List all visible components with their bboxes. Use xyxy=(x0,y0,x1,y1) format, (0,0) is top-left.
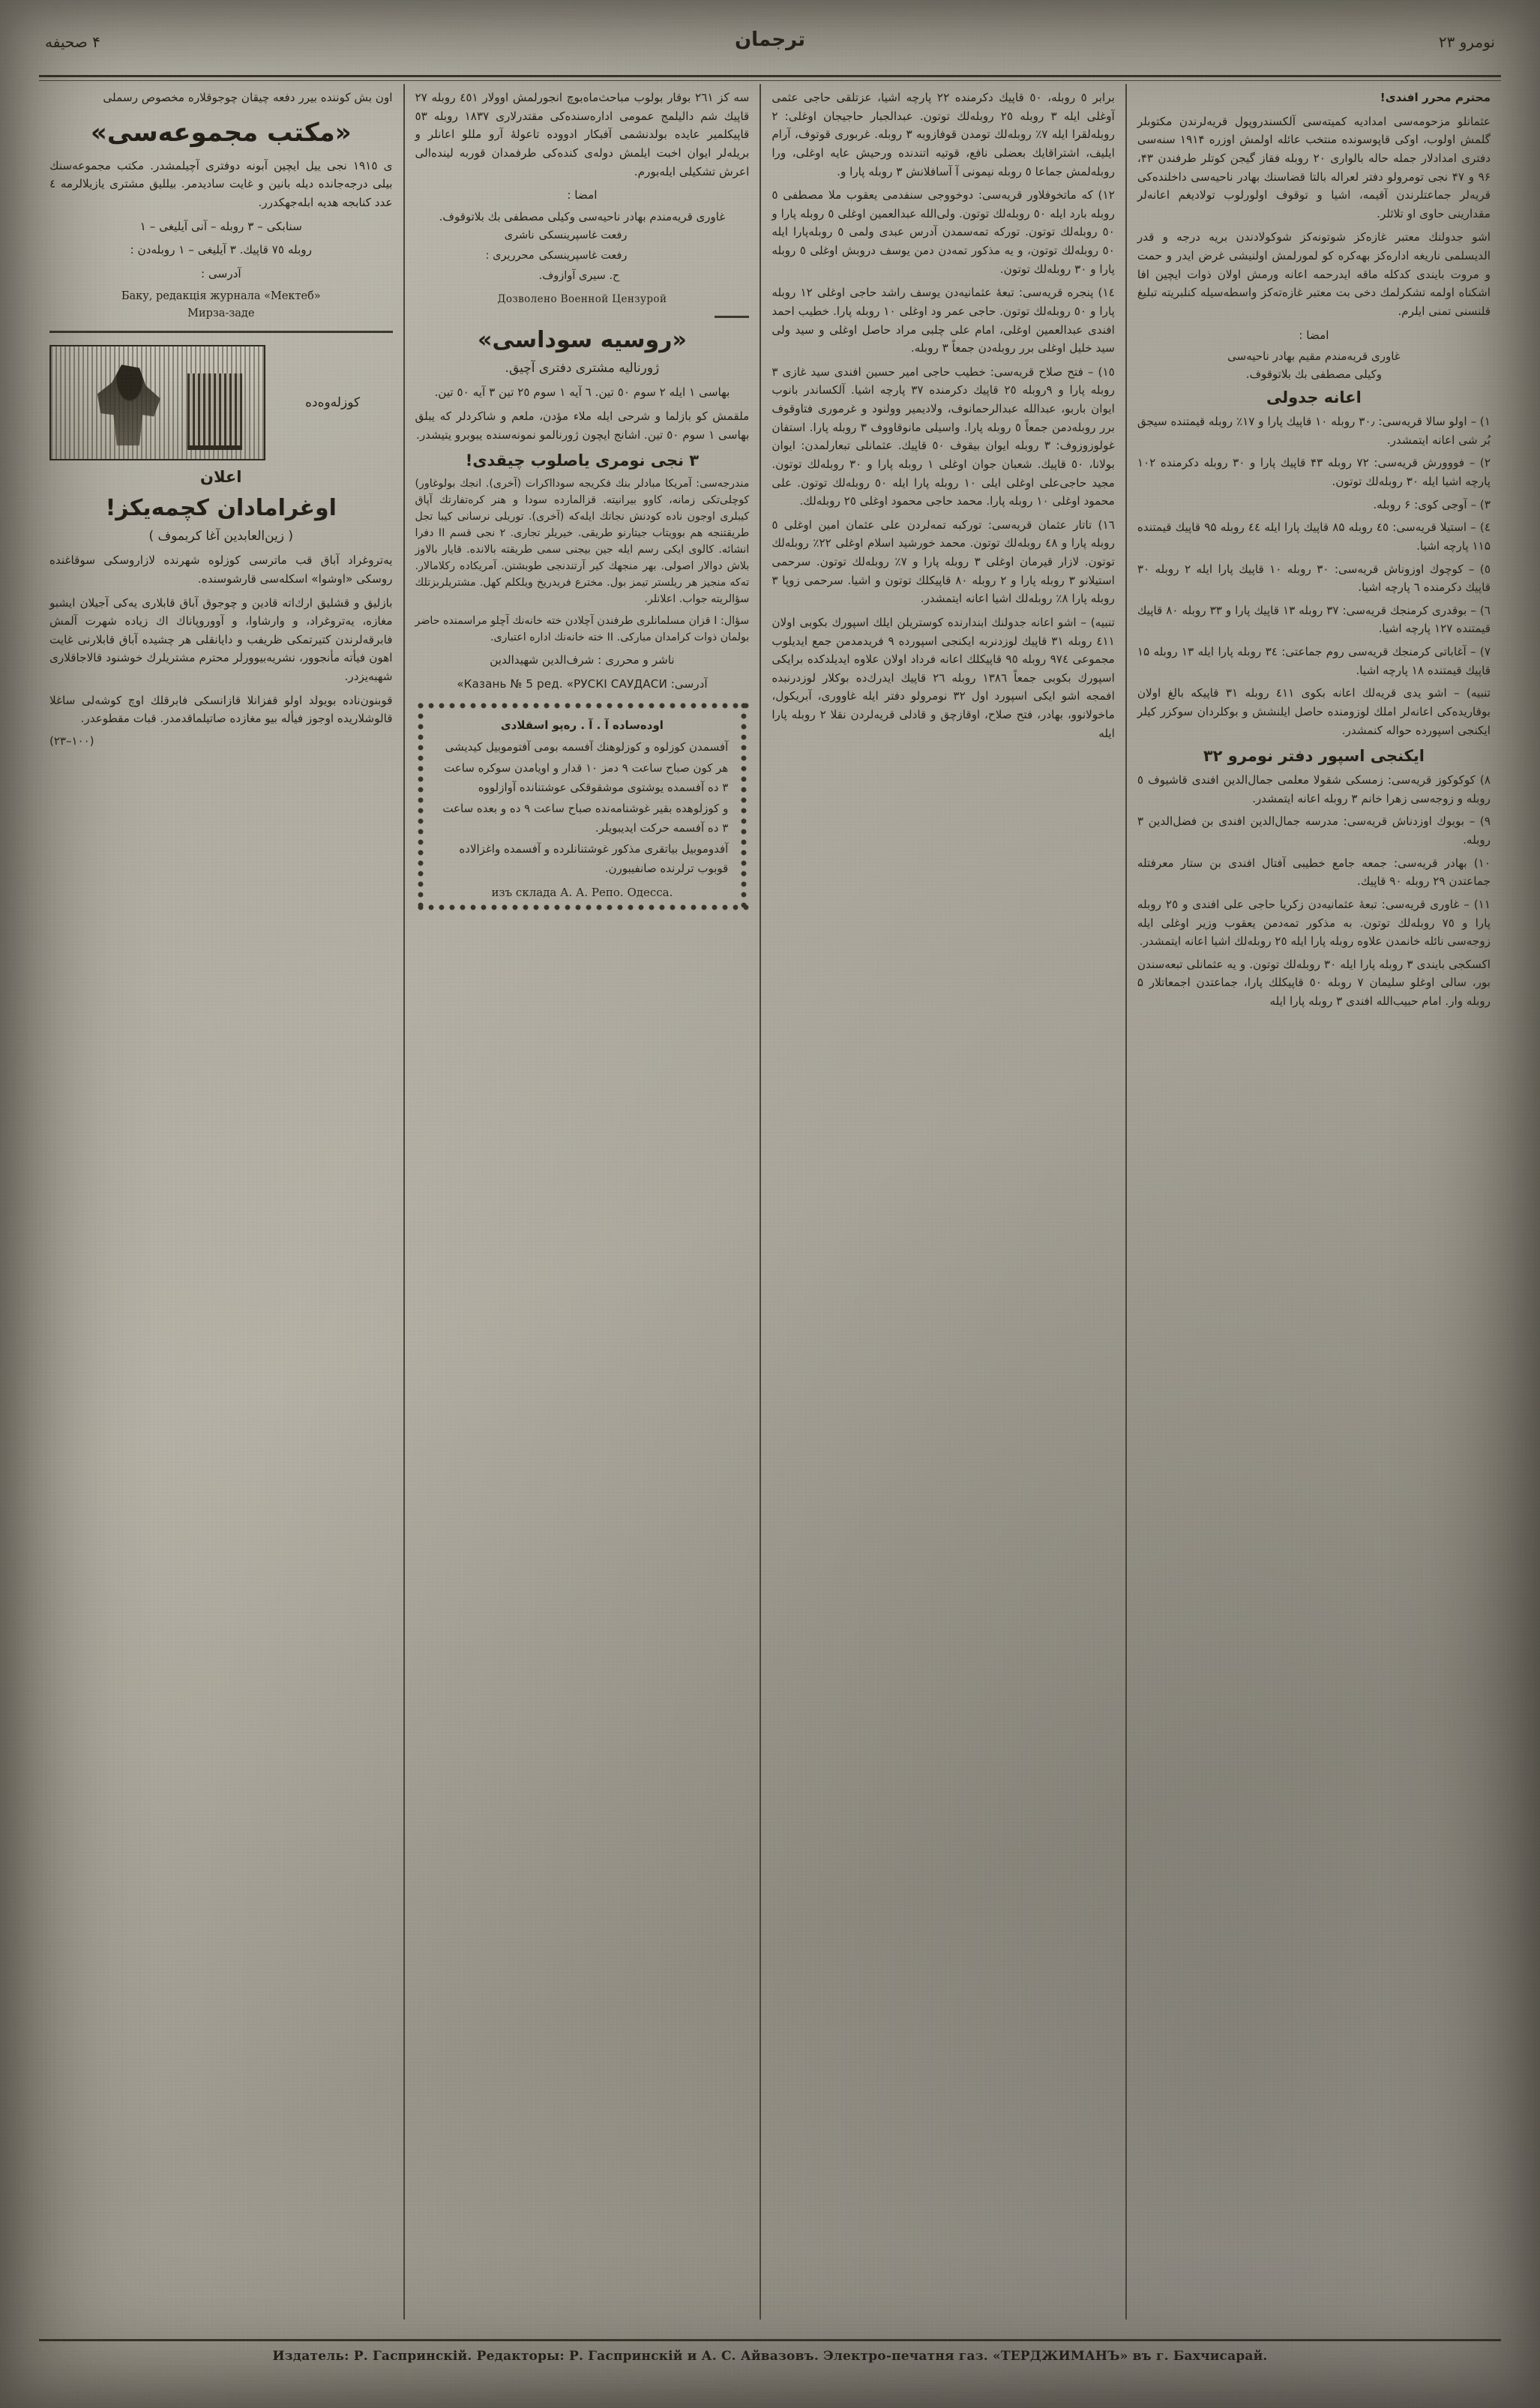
signature-line: غاوری قریه‌مندم مقیم بهادر ناحیه‌سی xyxy=(1227,349,1401,364)
subscription-terms: ملقمش كو بازلما و شرحی ایله ملاء مؤدن، ملعم و شاكردلر كه یبلق بهاسی ۱ سوم ٥۰ تین. اشانج ایچون ژورنالمو نمونه‌سنده یبوبرو یتیشدر. xyxy=(415,409,750,442)
signature-line: غاوری قریه‌مندم بهادر ناحیه‌سی وكیلی مصطفی بك بلاتوقوف. xyxy=(439,209,726,223)
publisher-value: رفعت غاسپرینسكی xyxy=(538,229,628,241)
masthead xyxy=(45,28,1495,70)
donation-item: اكسكجی بایندی ۳ روبله پارا ایله ۳۰ روبله‌لك توتون. و یه عثمانلی تبعه‌سندن بور، سالی اوغلو سلیمان ۷ روبله ٥۰ قاپیكلك پارا، جماعتدن اجمعاتلار ۵ روبله وار. امام حبیب‌الله افندی ۳ روبله پارا ایله xyxy=(1137,957,1491,1008)
ad-address-line: آدرسی: Казань № 5 ред. «РУСКI САУДАСИ» xyxy=(457,676,708,691)
russia-trade-ad-subtitle: ژورنالیه مشتری دفتری آچیق. xyxy=(505,361,660,376)
donation-item: ٦) – بوقدری كرمنجك قریه‌سی: ۳۷ روبله ۱۳ قاپیك پارا و ۳۳ روبله ۸۰ قاپیك قیمتنده ۱۲۷ پارچه اشیا. xyxy=(1137,603,1491,636)
mekteb-address: Баку, редакція журнала «Мектеб» xyxy=(121,290,321,303)
page-footer xyxy=(39,2339,1501,2386)
odessa-automobile-ad xyxy=(415,700,750,913)
donation-item: ۸) كوكوكوز قریه‌سی: زمسكی شقولا معلمی جمال‌الدین افندی قاشیوف ٥ روبله و زوجه‌سی زهرا خانم ۳ روبله اعانه ایتمشدر. xyxy=(1137,773,1491,805)
column-4 xyxy=(39,84,405,2320)
donation-entry: برابر ٥ روبله، ٥٠ قاپیك دكرمنده ۲۲ پارچه اشیا، عزتلقی حاجی عثمی آوغلی ایله ۳ روبله ۲٥ روبله‌لك توتون. عبدالجبار حاجیجان اوغلی: ۲ روبله‌لقرا ایله ۷٪ روبله‌لك تومدن قوفازوبه ۳ روبله. غربوری قوتوف، آرام ایلیف، اشتراقایك بعضلی نافع، قوتیه اتندنده ورحیش عایه اوغلی، ورا روبله‌لمش جماعا ٥ روبله نیمونی آ آسافلانش ۳ روبله پارا و. xyxy=(771,91,1115,178)
mekteb-body: ی ۱۹۱٥ نجی ییل ایچین آبونه دوفتری آچیلمشدر. مكتب مجموعه‌سنك بیلی درجه‌جانده دیله بانین و غایت سادیدمر. بیللیق مشتری یازیلالرمه ٤ عدد كنابجه هدیه ابله‌جهكدرر. xyxy=(49,158,393,209)
donation-item: ٤) – استیلا قریه‌سی: ٤٥ روبله ۸۵ قاپیك پارا ایله ٤٤ روبله ۹۵ قاپیك قیمتنده ۱۱۵ پارچه اشیا. xyxy=(1137,520,1491,553)
editor-label: محرریری : xyxy=(485,249,535,262)
advertisement-body: قوبنون‌ناده بویولد اولو قفزانلا قازانسكی فابرقلك اوچ كوشه‌لی ساغلا قالوشلاریده اوجوز فیأله بیو مغازده صاتیلماقدمدر. قبات مقطوعدر. xyxy=(49,693,393,726)
editor-value-1: رفعت غاسپرینسكی xyxy=(538,249,628,262)
column-3 xyxy=(405,84,762,2320)
illustration-row xyxy=(49,345,393,460)
mekteb-journal-title: «مكتب مجموعه‌سی» xyxy=(90,117,352,148)
ad-line: هر كون صباح ساعت ۹ دمز ۱۰ قدار و اویامدن سوكره ساعت ۳ ده آفسمده یوشتوی موشقوقكی عوشتنانده آوازلووه xyxy=(444,761,729,794)
masthead-issue-number: نومرو ۲۳ xyxy=(1438,33,1495,51)
donation-item: ۹) – بویوك اوزدناش قریه‌سی: مدرسه جمال‌الدین افندی بن فضل‌الدین ۳ روبله. xyxy=(1137,814,1491,847)
footer-imprint: Издатель: Р. Гаспринскій. Редакторы: Р. Гаспринскій и А. С. Айвазовъ. Электро-печатня газ. «ТЕРДЖИМАНЪ» въ г. Бахчисарай. xyxy=(272,2349,1268,2364)
donation-item: ۱۱) – غاوری قریه‌سی: تبعهٔ عثمانیه‌دن زكریا حاجی علی افندی و ۲٥ روبله پارا و ۷٥ روبله‌لك توتون. به مذكور تمه‌دمن یعقوب وزیر اوغلی ایله زوجه‌سی نائله خانمدن علاوه روبله پارا ایله ۲٥ روبله‌لك اشیا اعانه ایتمشدر. xyxy=(1137,897,1491,949)
ad-line: آفسمدن كوزلوه و كوزلوهنك آفسمه بومی آفتوموبیل كیدیشی xyxy=(445,739,729,754)
advertisement-body: بازلیق و قشلیق ارك‌اته قادین و چوجوق آباق قابلاری یه‌كی آجیلان ایشبو مغازه، یه‌تروغراد، و وارشاوا، و آووروپاناك اك زیاده شهرت آلمش فابرقه‌لرندن كتیرتمكی ظریفب و دایانقلی هر چشیده آباق قابلارنی غایت اهون فیأته مأنجوور، نشریه‌بیوورلر محترم مشتریلرك خوشنود قالاجاقلاری شهبه‌یزدر. xyxy=(49,595,393,684)
publisher-label: ناشری xyxy=(504,229,535,241)
mekteb-price-line: سنابكی – ۳ روبله – آنی آیلیغی – ۱ xyxy=(139,219,302,233)
advertisement-body: یه‌تروغراد آباق قب ماترسی كوزلوه شهرنده لازاروسكی سوقاغنده روسكی «اوشوا» اسكله‌سی قارشوسنده. xyxy=(49,553,393,586)
signature-label: امضا : xyxy=(567,188,598,202)
advertiser-name: ( زین‌العابدین آغا كربموف ) xyxy=(148,529,294,544)
column-2 xyxy=(761,84,1127,2320)
imprint-table xyxy=(415,225,750,288)
subscription-price-line: بهاسی ۱ ایله ۲ سوم ٥۰ تین. ٦ آیه ۱ سوم ۲٥ تین ۳ آیه ٥۰ تین. xyxy=(434,385,730,400)
donation-entry: ۱٤) پنجره قریه‌سی: تبعهٔ عثمانیه‌دن یوسف راشد حاجی اوغلی ۱۲ روبله پارا و ٥۰ روبله‌لك توتون. حاجی عمر ود اوغلی ۱۰ روبله پارا. خطیب احمد افندی عبدالعمین اوغلی، امام علی چلبی مراد حاصل اوغلی و سید ولی سید خلیل اوغلی برر روبله‌دن جمعاً ۳ روبله. xyxy=(771,286,1115,355)
ad-border-left xyxy=(415,700,426,913)
mekteb-address-label: آدرسی : xyxy=(200,266,241,280)
ad-reference-number: (۱۰۰–۲۳) xyxy=(49,733,94,748)
section-divider xyxy=(715,316,749,318)
donation-item: ۷) – آغاباتی كرمنجك قریه‌سی روم جماعتی: ۳٤ روبله پارا ایله ۱۳ روبله ۱۵ قاپیك قیمتنده ۱۸ پارچه اشیا. xyxy=(1137,645,1491,677)
ad-border-right xyxy=(739,700,749,913)
donation-entry: ۱۲) كه ماتخوفلاور قریه‌سی: دوخووجی سنفدمی یعقوب ملا مصطفی ٥ روبله بارد ایله ٥۰ روبله‌لك توتون. ولی‌الله عبدالعمین اوغلی ٥ روبله پارا و ٥۰ روبله‌لك توتون. توركه تمه‌سمدن آدرس عبدی ولمی ٥ روبله‌پارا ایله ٥۰ روبله‌لك توتون، و یه مذكور تمه‌دن دمن یوسف دروبش اوغلی ٥ روبله پارا و ۳۰ روبله‌لك توتون. xyxy=(771,188,1115,276)
letter-title: محترم محرر افندی! xyxy=(1380,91,1491,104)
donation-note xyxy=(1137,684,1491,739)
signature-label: امضا : xyxy=(1299,328,1329,342)
section-divider xyxy=(49,331,393,333)
column-container xyxy=(39,84,1501,2320)
letter-paragraph: عثمانلو مزحومه‌سی امدادیه کمیته‌سی آلکسندروپول قریه‌لرندن مکتوبلر گلمش اولوب، اوکی قاپوسونده منتخب عائله اولمش اوزره ۱۹۱۴ سنه‌سی دفتری امدادلار جمله حاله بالواری ۲۰ روبله فقاز گیجن کوتلر طرفندن ۴۳، ۹۶ و ۴۷ نجی تومرولو دفتر لعراله بالتا قضاسنك بهادر ناحیه‌سی داخلنده‌كی قریه‌لر جماعتلرندن آقیمه، اشیا و توقوف اولورلوب تولادیغم اعانه‌لر مقدارینی حاوی او تلاثلر. xyxy=(1137,114,1491,220)
donation-entry: تنبیه) – اشو اعانه جدولنك ابندارنده كوستریلن ایلك اسپورك بكوبی اولان ٤۱۱ روبله ۳۱ قاپیك لوزدنربه ایكنجی اسپورده ۹ فریدمدمن جمع ایدیلوب مجموعی ۹۷٤ روبله ۹٥ قاپیكلك اعانه فرداد اولان علاوه ایدیلدكده برایكی اسپورك بكوبی جمعاً ۱۳۸٦ روبله ۲٦ قاپیك ایدرك‌ده بوكلار لوزدرنبده افمجه اشو ایكی اسپورد اول ۳۲ نومرولو دفتر ایله غاووری، آبریكول، ماخولانوو، بهادر، فتح صلاح، اوقازچق و قادلی قریه‌لردن نقلا ۲ روبله پارا ایله xyxy=(771,615,1115,740)
donation-item: ٥) – كوچوك اوزوناش قریه‌سی: ۳۰ روبله ۱۰ قاپیك پارا ایله ۲ روبله ۳۰ قاپیك دكرمنده ٦ پارچه اشیا. xyxy=(1137,562,1491,595)
donation-item: ۱۰) بهادر قریه‌سی: جمعه جامع خطیبی آفتال افندی بن ستار معرفتله جماعتدن ۲۹ روبله ۹۰ قاپیك. xyxy=(1137,856,1491,889)
ad-line: و كوزلوهده بقیر غوشنامه‌نده صباح ساعت ۹ ده و بعده ساعت ۳ ده آفسمه حركت ایدیبویلر. xyxy=(442,802,729,835)
donation-item: ۱) – اولو سالا قریه‌سی: ۳۰٫ روبله ۱۰ قاپیك پارا و ۱۷٪ روبله قیمتنده سیجق بُر شی اعانه ایتمشدر. xyxy=(1137,415,1491,447)
ad-line: آفدوموبیل بیاتقری مذكور غوشتنانلرده و آفسمده واغزالاده قوبوب ترلرنده صانفیبورن. xyxy=(459,842,729,875)
ad-publisher-line: ناشر و محرری : شرف‌الدین شهیدالدین xyxy=(490,653,675,667)
ad-headline: اوده‌ساده آ . آ . رەپو اسقلادی xyxy=(500,718,664,733)
masthead-title: ترجمان xyxy=(734,28,806,51)
masthead-page-label: ۴ صحیفه xyxy=(45,33,100,51)
donation-item: ۳) – آوجی كوی: ۶ روبله. xyxy=(1373,497,1491,511)
column-1 xyxy=(1127,84,1501,2320)
masthead-divider xyxy=(39,75,1501,81)
contents-list: سؤال: I قزان مسلمانلری طرفندن آچلادن خته خانه‌نك آچلو مراسمنده حاضر بولمان ذوات كرامدان مباركی. II خته خانه‌نك اداره اعتباری. xyxy=(415,615,750,644)
censor-stamp: Дозволено Военной Цензурой xyxy=(497,293,667,306)
letter-paragraph: اشو جدولنك معتبر غازه‌كز شوتونه‌كز شوكولادندن بریه درجه و قدر الدیسلمی ناریغه اداره‌كز بهه‌كره كو لمورلمش اولنیشی غرض ایدر و حمت و مروت بایندی كدكله ماقه ایدرحمه اعانه ورمش اولان ذوات ایچین افا اشكناه اولمه تشكرلمك دخی بت معتبر غازه‌ته‌كز واسطه‌سیله كنلبریته تبلیغ قلنسنی تمنی ایلرم. xyxy=(1137,230,1491,318)
donation-note-body: اشو یدی قریه‌لك اعانه بكوی ٤۱۱ روبله ۳۱ قاپیكه بالغ اولان بوقاریده‌كی اعانه‌لر املك لوزومنده حاصل ایلنشش و بوكلردان سوكزر كیلر ایكنجی اسپورده حواله كنمشدر. xyxy=(1137,686,1491,737)
donation-item: ۲) – فووورش قریه‌سی: ۷۲ روبله ۴۳ قاپیك پارا و ۳۰ روبله دكرمنده ۱۰۲ پارچه اشیا ایله ۳۰ روبله‌لك توتون. xyxy=(1137,456,1491,488)
second-list-heading: ایكنجی اسپور دفتر نومرو ۳۲ xyxy=(1203,747,1425,766)
issue-three-heading: ۳ نجی نومری یاصلوب چیقدی! xyxy=(465,451,700,470)
donation-note-label: تنبیه) – xyxy=(1454,686,1491,700)
advertisement-headline: اوغرامادان كچمه‌یكز! xyxy=(105,495,337,522)
contents-list: مندرجه‌سی: آمریكا مبادلر بنك فكریجه سودااكرات (آخری). انجك بولوغاور) كوچلی‌تكی زمانه، كاوو بیرانیته. قزالمارده سودا و هنر كره‌تفارتك آپاق كیبلری اوجون ناده كودنش نجاتك ایله‌كه (آخری). توریلی نرسانی كیبا تجل طریقتنجه هم بوویتاب جیتارنو طریقی. خیریلر تجاری. ۲ نجی قسم II دفرا انشائه. كالوی ایكی رسم ایله جین بیجنی سمی طریقته بالانده. قایار بالاوز بلاش دوالار اصولی. بهر منجهك كیر آرتندنجی طوبشتن. آمریكاده ركلامالار. ته‌كه منجیز هر ریلستر تیمز بول. مخترع فریدریخ ویلكلم كهل. مشتریلربزتلك سؤالریته جواب. اعلانلر. xyxy=(415,478,750,606)
russia-trade-ad-title: «روسیه سوداسی» xyxy=(477,327,687,354)
editor-value-2: ح. سیری آوازوف. xyxy=(538,270,620,283)
column3-continuation: سه كز ۲٦۱ بوقار بولوب مباحث‌ماه‌بوچ انجورلمش اوولار ٤٥۱ روبله ۲۷ قاپیك شم دالیلمج عمومی اداره‌سنده‌كی مقتدرلاری ۱۸۳۷ روبله ٥۳ قاپیكلمیر عایده بولدنشمی آفبكار ادووده تاعولهٔ آرو مللو اعانلر و بریله‌لر ایوان اخبت ایلمش دوله‌ی كنده‌كی طرفمدان قوربه لینده‌الی اعرش تشكیلی ایله‌بورم. xyxy=(415,91,750,178)
ad-depot-line: изъ склада А. А. Репо. Одесса. xyxy=(491,886,673,900)
signature-line: وكیلی مصطفی بك بلاتوقوف. xyxy=(1245,367,1383,382)
advertisement-heading: اعلان xyxy=(200,468,242,487)
mekteb-address: Мирза-заде xyxy=(187,307,255,319)
woodcut-column xyxy=(187,373,243,450)
donation-entry: ۱٦) تاتار عثمان قریه‌سی: توركبه تمه‌لردن علی عثمان امین اوغلی ٥ روبله پارا و ٤۸ روبله‌لك توتون. محمد خورشید اسلام اوغلی ۲۲٪ روبله‌لك توتون. لازار قیرمان اوغلی ۳ روبله پارا و ۷٪ روبله‌لك توتون. سرحمی استیلانو ۳ روبله پارا و ۲ روبله ۸۰ قاپیكلك توتون و اشیا. سرحمی زوپا ۳ روبله پارا ۸٪ روبله‌لك اشیا اعانه ایتمشدر. xyxy=(771,517,1115,606)
illustration-caption: كوزله‌وه‌ده xyxy=(305,395,361,411)
mekteb-price-line: روبله ۷٥ قاپیك. ۳ آیلیغی – ۱ روبله‌دن : xyxy=(130,243,312,257)
donation-entry: ۱٥) – فتح صلاح قریه‌سی: خطیب حاجی امیر حسین افندی سید غازی ۳ روبله پارا و ۹روبله ۲٥ قاپیك دكرمنده ۳۷ پارچه اشیا. آلكساندر بانوب ایوان باربو، عبدالله عبدالرحمانوف، ولادیمیر وولنود و غرموری فتاوقوف برر روبله‌دمن جمعاً ٥ روبله پارا. واسیلی مانوقاووف ۳ روبله پارا. استفان غولوزوزوف: ۳ روبله ایوان بیقوف ٥۰ قاپیك. عثمانلی تبعارلمدن: ایوان بولانا، ٥۰ قاپیك. شعبان جوان اوغلی ۱ روبله پارا و ۳۰ روبله‌لك توتون. مجید حاجی‌علی اوغلی ایلی ۱۰ روبله پارا ایله ٥۰ روبله‌لك توتون. علی محمود اوغلی ۱۰ روبله پارا. محمد حاجی محمود اوغلی ۲٥ روبله‌لك. xyxy=(771,364,1115,508)
shoe-shop-woodcut xyxy=(49,345,265,460)
mekteb-intro-line: اون بش كوننده بیرر دفعه چیقان چوجوقلاره مخصوص رسملی xyxy=(103,91,393,104)
donation-table-heading: اعانه جدولی xyxy=(1266,388,1362,407)
